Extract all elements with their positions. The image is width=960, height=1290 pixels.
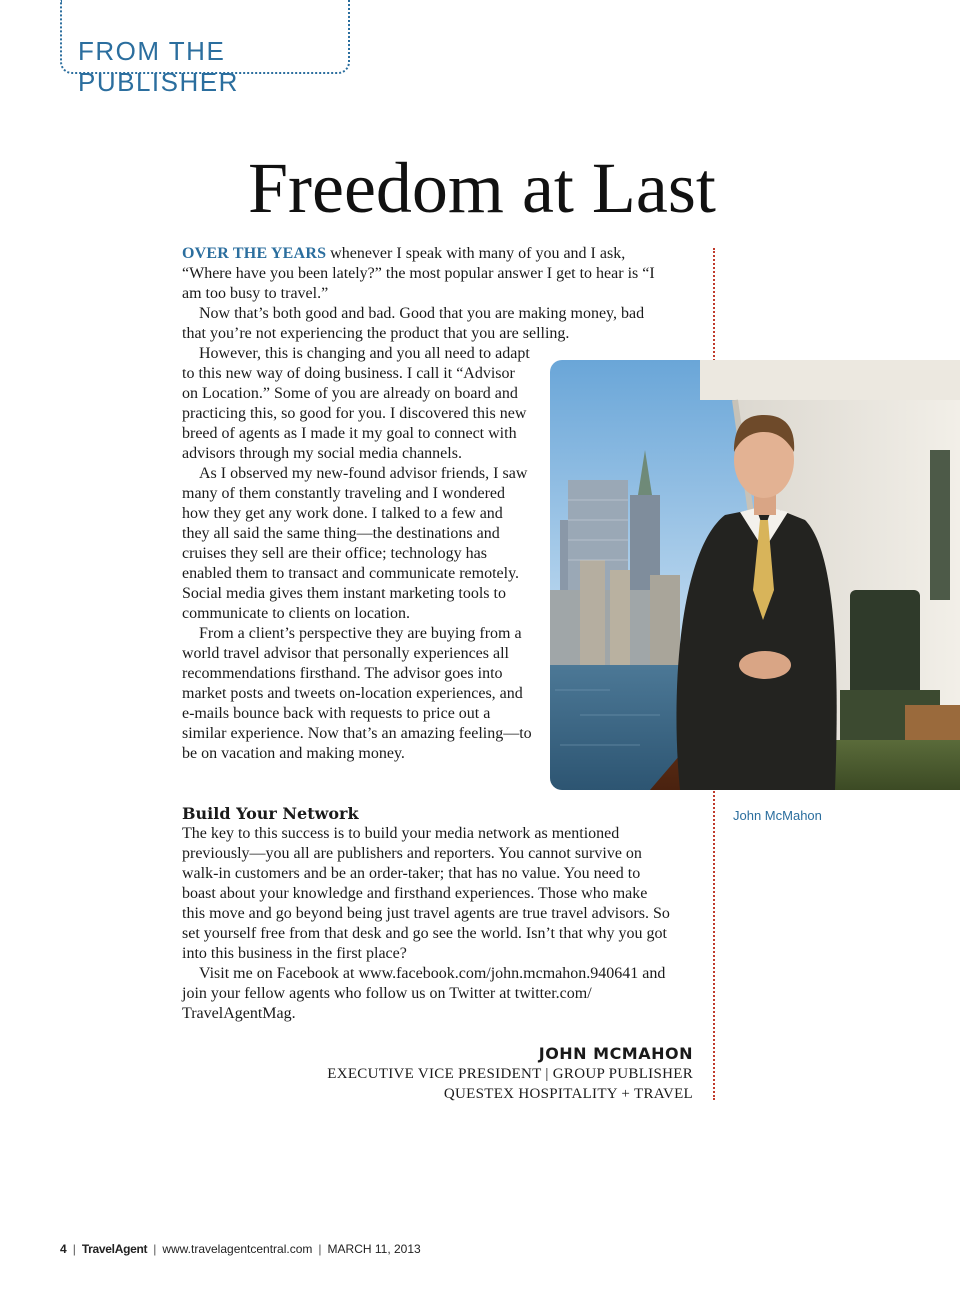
publisher-photo (550, 360, 960, 790)
network-paragraph-2: Visit me on Facebook at www.facebook.com/john.mcmahon.940641 and join your fellow agents who follow us on Twitter at twitter.com/ TravelAgentMag. (182, 965, 666, 1022)
photo-caption: John McMahon (733, 808, 822, 823)
network-block (182, 804, 672, 1024)
footer-separator: | (72, 1242, 76, 1256)
signature-name: JOHN MCMAHON (538, 1044, 693, 1063)
subhead: Build Your Network (182, 804, 359, 823)
signature-block (327, 1044, 693, 1104)
footer-url: www.travelagentcentral.com (162, 1242, 313, 1256)
intro-block (182, 244, 672, 344)
issue-date: MARCH 11, 2013 (327, 1242, 421, 1256)
intro-paragraph-1 (182, 244, 672, 304)
footer-separator: | (318, 1242, 322, 1256)
body-paragraph-3: However, this is changing and you all need to adapt to this new way of doing business. I call it “Advisor on Location.” Some of you are already on board and practicing this, so good for you. I discovered this new breed of agents as I made it my goal to connect with advisors through my social media channels. (182, 345, 530, 462)
footer-separator: | (153, 1242, 157, 1256)
body-paragraph-5: From a client’s perspective they are buying from a world travel advisor that personally experiences all recommendations firsthand. The advisor goes into market posts and tweets on-location experiences, and e-mails bounce back with requests to price out a similar experience. Now that’s an amazing feeling—to be on vacation and making money. (182, 625, 532, 762)
signature-company: QUESTEX HOSPITALITY + TRAVEL (443, 1086, 693, 1102)
magazine-brand: TravelAgent (81, 1242, 148, 1256)
page-number: 4 (60, 1242, 67, 1256)
intro-paragraph-2: Now that’s both good and bad. Good that you are making money, bad that you’re not experiencing the product that you are selling. (182, 305, 645, 342)
section-tab (60, 0, 350, 97)
headline: Freedom at Last (248, 148, 716, 228)
section-label: FROM THE PUBLISHER (78, 36, 239, 97)
lead-in-rest: whenever I speak with many of you and I ask, “Where have you been lately?” the most popular answer I get to hear is “I am too busy to travel.” (182, 245, 655, 302)
network-paragraph-1: The key to this success is to build your media network as mentioned previously—you all are publishers and reporters. You cannot survive on walk-in customers and be an order-taker; that has no value. You need to boast about your knowledge and firsthand experiences. Those who make this move and go beyond being just travel agents are true travel advisors. So set yourself free from that desk and go see the world. Isn’t that why you got into this business in the first place? (182, 825, 670, 962)
signature-title: EXECUTIVE VICE PRESIDENT | GROUP PUBLISHER (327, 1066, 693, 1082)
body-paragraph-4: As I observed my new-found advisor friends, I saw many of them constantly traveling and I wondered how they get any work done. I talked to a few and they all said the same thing—the destinations and cruises they sell are their office; technology has enabled them to transact and communicate remotely. Social media gives them instant marketing tools to communicate to clients on location. (182, 465, 528, 622)
page-footer (60, 1242, 421, 1256)
lead-in: OVER THE YEARS (182, 245, 327, 262)
